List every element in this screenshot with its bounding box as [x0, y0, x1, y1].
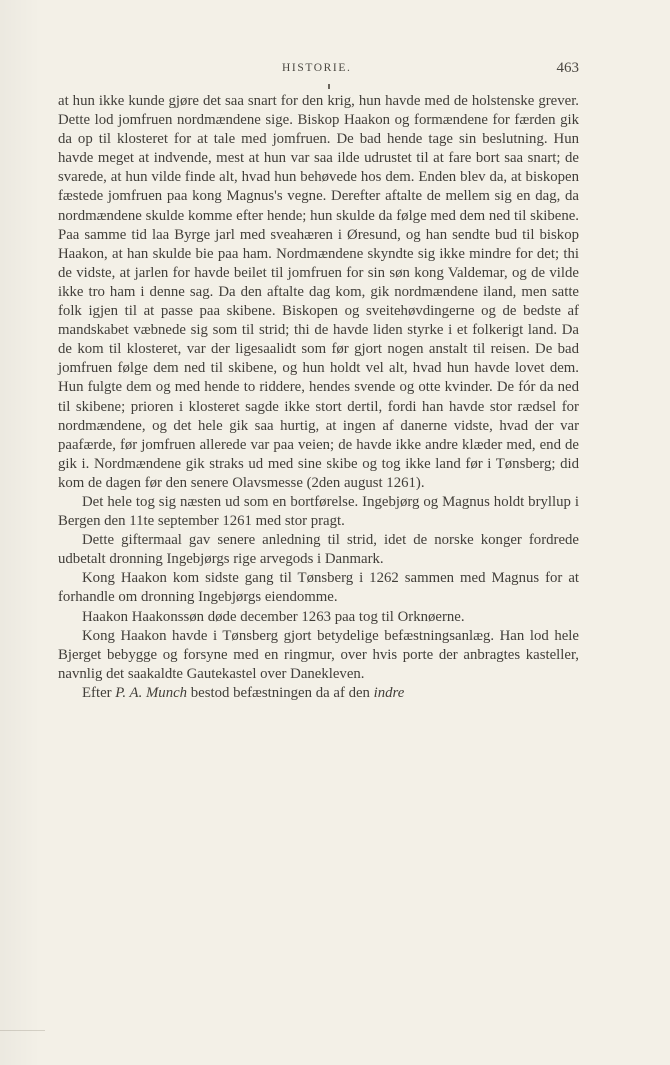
- paragraph-4: Kong Haakon kom sidste gang til Tønsberg i 1262 sammen med Magnus for at forhandle om dronning Ingebjørgs eiendomme.: [58, 570, 579, 606]
- paragraph-6: Kong Haakon havde i Tønsberg gjort betydelige befæstningsanlæg. Han lod hele Bjerget bebygge og forsyne med en ringmur, over hvis porte der anbragtes kasteller, navnlig det saakaldte Gautekastel over Danekleven.: [58, 627, 579, 682]
- paragraph-5: Haakon Haakonssøn døde december 1263 paa tog til Orknøerne.: [82, 608, 465, 625]
- paragraph-7-start: Efter: [82, 684, 116, 701]
- paragraph-7: [58, 684, 579, 703]
- author-name: P. A. Munch: [115, 684, 188, 701]
- body-text: [58, 92, 579, 703]
- page-edge-line: [0, 1030, 45, 1031]
- paragraph-2: Det hele tog sig næsten ud som en bortførelse. Ingebjørg og Magnus holdt bryllup i Bergen den 11te september 1261 med stor pragt.: [58, 493, 579, 530]
- paragraph-1: at hun ikke kunde gjøre det saa snart for den krig, hun havde med de holstenske grever. Dette lod jomfruen nordmændene sige. Biskop Haakon og formændene for færden gik da op til klosteret for at tale med jomfruen. De bad hende tage sin beslutning. Hun havde meget at indvende, mest at hun var saa ilde udrustet til at fare bort saa snart; de svarede, at hun vilde finde alt, hvad hun behøvede hos dem. Enden blev da, at biskopen fæstede jomfruen paa kong Magnus's vegne. Derefter aftalte de mellem sig en dag, da nordmændene skulde komme efter hende; hun skulde da følge med dem ned til skibene. Paa samme tid laa Byrge jarl med sveahæren i Øresund, og han sendte bud til biskop Haakon, at han skulde bie paa ham. Nordmændene skyndte sig ikke mindre for det; thi de vidste, at jarlen for havde beilet til jomfruen for sin søn kong Valdemar, og de vilde ikke tro ham i denne sag. Da den aftalte dag kom, gik nordmændene iland, men satte folk igjen til at passe paa skibene. Biskopen og sveitehøvdingerne og de bedste af mandskabet væbnede sig som til strid; thi de havde liden styrke i et folkerigt land. Da de kom til klosteret, var der ligesaalidt som før gjort nogen anstalt til reisen. De bad jomfruen følge dem ned til skibene, og hun holdt vel alt, hvad hun havde lovet dem. Hun fulgte dem og med hende to riddere, hendes svende og otte kvinder. De fór da ned til skibene; prioren i klosteret sagde ikke stort dertil, fordi han havde stor rædsel for nordmændene, og det hele gik saa hurtig, at ingen af danerne vidste, hvad der var paafærde, før jomfruen allerede var paa veien; de havde ikke andre klæder med, end de gik i. Nordmændene gik straks ud med sine skibe og tog ikke land før i Tønsberg; did kom de dagen før den senere Olavsmesse (2den august 1261).: [58, 93, 579, 491]
- print-mark: [328, 84, 330, 89]
- running-head: [0, 62, 670, 82]
- page-number: 463: [556, 60, 579, 76]
- paragraph-7-middle: bestod befæstningen da af den: [187, 684, 374, 701]
- paragraph-3: Dette giftermaal gav senere anledning til strid, idet de norske konger fordrede udbetalt dronning Ingebjørgs rige arvegods i Danmark.: [58, 532, 579, 568]
- running-title: HISTORIE.: [282, 62, 352, 74]
- paragraph-7-italic-end: indre: [373, 684, 405, 701]
